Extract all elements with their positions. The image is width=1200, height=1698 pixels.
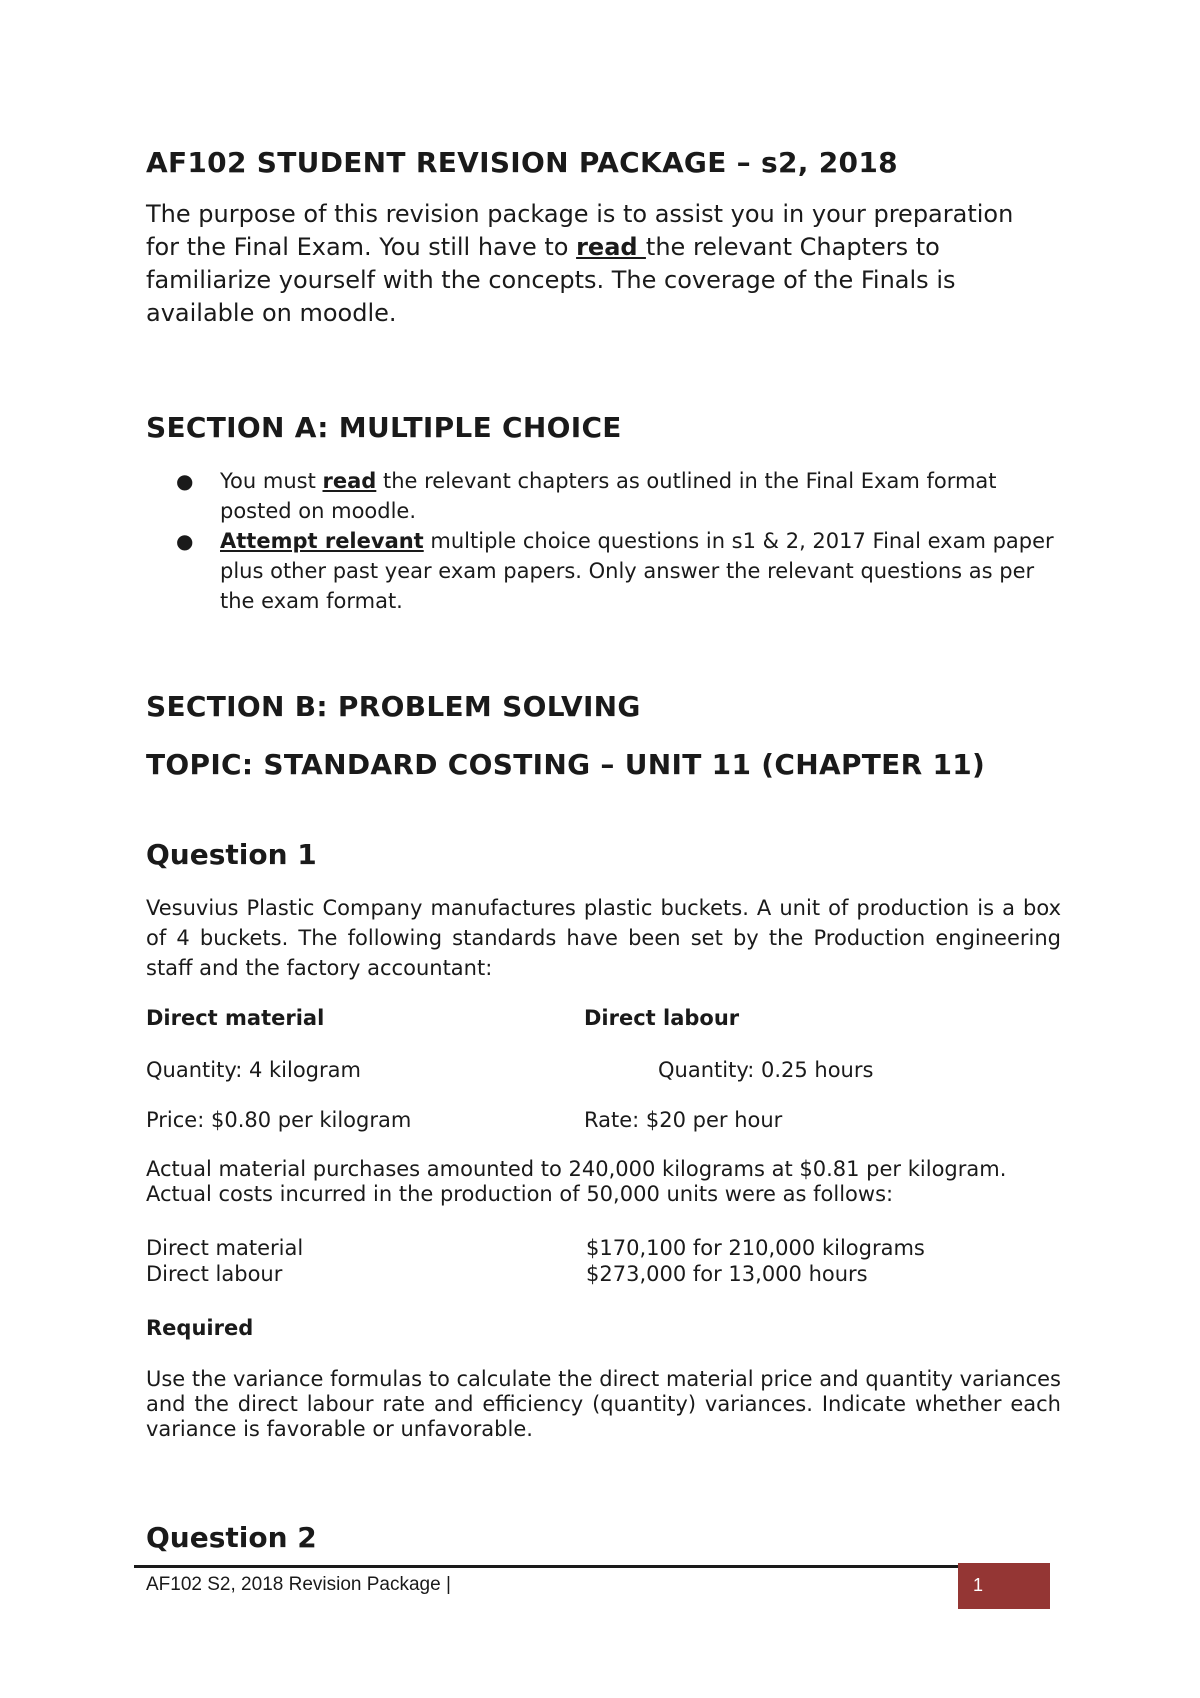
question-1-heading: Question 1 (146, 838, 317, 871)
intro-emphasis: read (576, 233, 646, 261)
intro-text-before: The purpose of this revision package is to assist you in your preparation for the Final Exam. You still have to (146, 200, 1014, 261)
actual-line-1: Actual material purchases amounted to 240,000 kilograms at $0.81 per kilogram. (146, 1157, 1007, 1181)
intro-text-after: the relevant Chapters to familiarize yourself with the concepts. The coverage of the Finals is available on moodle. (146, 233, 956, 327)
dl-quantity: Quantity: 0.25 hours (658, 1058, 874, 1082)
direct-material-header: Direct material (146, 1006, 325, 1030)
list-item (176, 526, 1056, 616)
direct-labour-header: Direct labour (584, 1006, 740, 1030)
row-label: Direct labour (146, 1262, 283, 1286)
dm-price: Price: $0.80 per kilogram (146, 1108, 412, 1132)
footer-text: AF102 S2, 2018 Revision Package | (146, 1574, 451, 1595)
dm-quantity: Quantity: 4 kilogram (146, 1058, 361, 1082)
section-b-title: SECTION B: PROBLEM SOLVING (146, 690, 641, 723)
list-item (176, 466, 1056, 526)
required-label: Required (146, 1316, 254, 1340)
question-2-heading: Question 2 (146, 1521, 317, 1554)
page-number: 1 (972, 1575, 983, 1595)
actual-costs-paragraph (146, 1157, 1076, 1207)
document-title: AF102 STUDENT REVISION PACKAGE – s2, 2018 (146, 146, 898, 179)
page-number-box (958, 1563, 1050, 1609)
table-row (146, 1261, 1046, 1287)
table-row (146, 1235, 1046, 1261)
bullet-emphasis: Attempt relevant (220, 529, 424, 553)
bullet-text-post: the relevant chapters as outlined in the Final Exam format posted on moodle. (220, 469, 997, 523)
row-label: Direct material (146, 1236, 304, 1260)
bullet-text-pre: You must (220, 469, 323, 493)
actual-line-2: Actual costs incurred in the production of 50,000 units were as follows: (146, 1182, 894, 1206)
bullet-icon: ● (176, 469, 194, 493)
intro-paragraph (146, 198, 1046, 330)
section-b-topic: TOPIC: STANDARD COSTING – UNIT 11 (CHAPTER 11) (146, 748, 986, 781)
bullet-emphasis: read (322, 469, 377, 493)
section-a-bullet-list (176, 466, 1056, 616)
section-a-title: SECTION A: MULTIPLE CHOICE (146, 411, 622, 444)
row-value: $170,100 for 210,000 kilograms (586, 1236, 925, 1260)
required-text: Use the variance formulas to calculate the direct material price and quantity variances and the direct labour rate and efficiency (quantity) variances. Indicate whether each variance is favorable or unfavorable. (146, 1367, 1061, 1441)
footer-rule (134, 1565, 958, 1568)
dl-rate: Rate: $20 per hour (584, 1108, 783, 1132)
bullet-icon: ● (176, 529, 194, 553)
question-1-intro: Vesuvius Plastic Company manufactures plastic buckets. A unit of production is a box of 4 buckets. The following standards have been set by the Production engineering staff and the factory accountant: (146, 896, 1061, 980)
bullet-text-post: multiple choice questions in s1 & 2, 2017 Final exam paper plus other past year exam papers. Only answer the relevant questions as per the exam format. (220, 529, 1054, 613)
row-value: $273,000 for 13,000 hours (586, 1262, 868, 1286)
actual-costs-table (146, 1235, 1046, 1287)
